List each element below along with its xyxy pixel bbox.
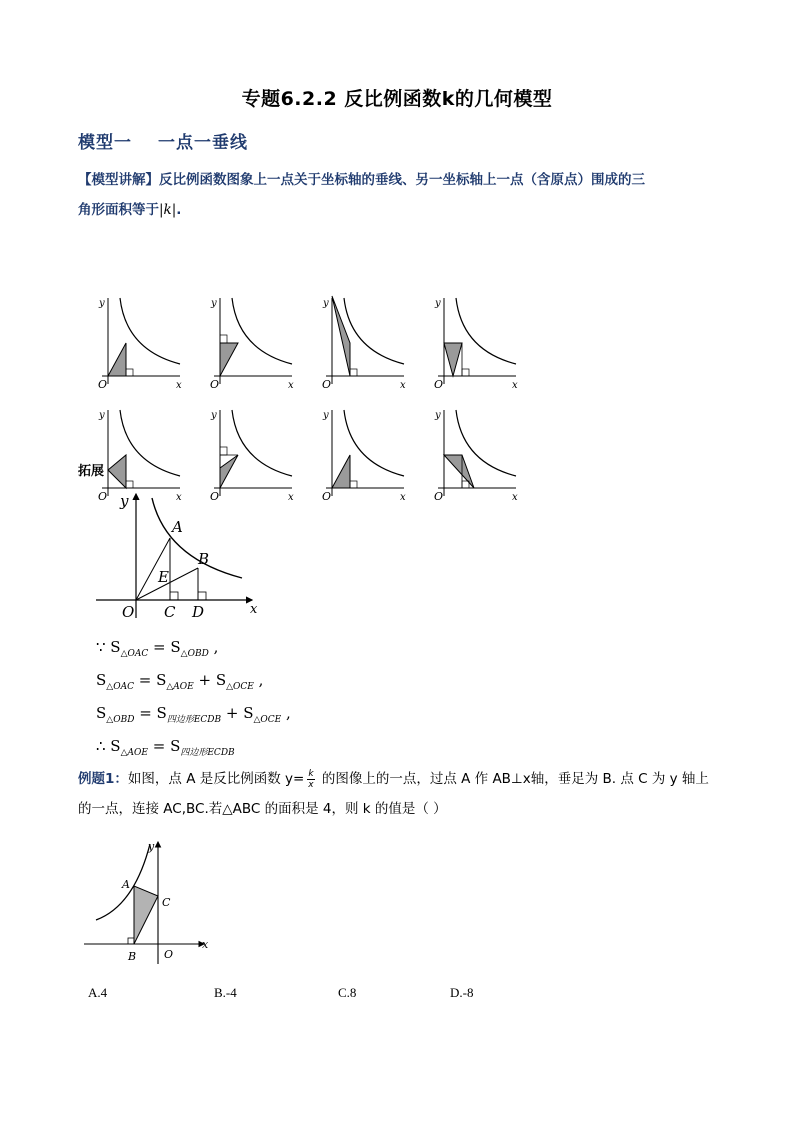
hyperbola-curve <box>152 498 242 578</box>
model-panel <box>322 410 406 503</box>
shaded-triangle <box>220 455 238 488</box>
label-y: y <box>323 410 329 421</box>
label-x: x <box>176 380 182 391</box>
right-angle-D <box>198 592 206 600</box>
label-O: O <box>210 378 220 391</box>
label-y: y <box>435 298 441 309</box>
example-figure <box>82 836 212 968</box>
right-angle-mark <box>126 481 133 488</box>
label-O: O <box>434 378 444 391</box>
triangle-ABC <box>134 886 158 944</box>
label-y: y <box>120 492 129 510</box>
formula-line: $S_{\triangle OBD} = S_{四边形ECDB} + S_{\triangle OCE}$ , <box>96 704 291 725</box>
label-O: O <box>210 490 220 503</box>
label-O: O <box>98 378 108 391</box>
label-O: O <box>434 490 444 503</box>
explain-line1: 反比例函数图象上一点关于坐标轴的垂线、另一坐标轴上一点（含原点）围成的三 <box>159 172 645 188</box>
label-O: O <box>98 490 108 503</box>
label-x: x <box>176 492 182 503</box>
label-O: O <box>322 378 332 391</box>
label-y: y <box>211 410 217 421</box>
explain-line2: 角形面积等于 <box>78 202 159 218</box>
label-C: C <box>162 896 171 909</box>
label-y: y <box>99 298 105 309</box>
label-x: x <box>202 938 209 951</box>
section-name: 一点一垂线 <box>158 133 248 153</box>
formula-line: ∵ $S_{\triangle OAC} = S_{\triangle OBD}$ , <box>96 638 219 659</box>
model-panel <box>434 410 518 503</box>
choice-c[interactable]: C.8 <box>338 985 357 1000</box>
label-B: B <box>128 950 137 963</box>
label-x: x <box>250 602 258 617</box>
right-angle-B <box>128 938 134 944</box>
label-x: x <box>400 380 406 391</box>
shaded-triangle <box>108 455 126 488</box>
right-angle-mark <box>220 335 227 343</box>
label-O: O <box>322 490 332 503</box>
label-y: y <box>99 410 105 421</box>
label-B: B <box>198 550 210 568</box>
right-angle-C <box>170 592 178 600</box>
shaded-triangle <box>332 455 350 488</box>
label-x: x <box>288 380 294 391</box>
hyperbola-curve <box>344 410 404 476</box>
label-y: y <box>148 840 155 853</box>
label-y: y <box>211 298 217 309</box>
explain-tag: 【模型讲解】 <box>78 172 159 188</box>
model-explanation: 【模型讲解】反比例函数图象上一点关于坐标轴的垂线、另一坐标轴上一点（含原点）围成的三 角形面积等于|k|. <box>78 172 645 218</box>
example-line2: 的一点，连接 AC,BC.若△ABC 的面积是 4，则 k 的值是（ ） <box>78 801 447 817</box>
choice-a[interactable]: A.4 <box>88 985 108 1000</box>
label-x: x <box>288 492 294 503</box>
label-x: x <box>512 380 518 391</box>
section-heading <box>78 128 248 153</box>
extension-label: 拓展 <box>78 464 105 479</box>
label-C: C <box>164 603 176 621</box>
right-angle-mark <box>220 447 227 455</box>
label-D: D <box>192 603 205 621</box>
label-A: A <box>172 518 183 536</box>
formula-line: $S_{\triangle OAC} = S_{\triangle AOE} + S_{\triangle OCE}$ , <box>96 671 264 692</box>
extension-figure <box>92 488 262 623</box>
label-A: A <box>122 878 130 891</box>
extension-formulas <box>96 634 291 766</box>
page-title: 专题6.2.2 反比例函数k的几何模型 <box>241 88 553 110</box>
label-O: O <box>164 948 174 961</box>
example-label: 例题1： <box>78 771 128 787</box>
label-y: y <box>323 298 329 309</box>
label-E: E <box>158 568 169 586</box>
shaded-triangle <box>444 455 474 488</box>
label-y: y <box>435 410 441 421</box>
label-x: x <box>400 492 406 503</box>
hyperbola-curve <box>232 410 292 476</box>
label-x: x <box>512 492 518 503</box>
choice-d[interactable]: D.-8 <box>450 985 474 1000</box>
hyperbola-curve <box>120 410 180 476</box>
right-angle-mark <box>350 481 357 488</box>
label-O: O <box>122 603 135 621</box>
formula-line: ∴ $S_{\triangle AOE} = S_{四边形ECDB}$ <box>96 737 235 758</box>
fraction-k-over-x: $\frac{k}{x}$ <box>308 768 314 790</box>
section-label: 模型一 <box>78 133 132 153</box>
example-1: 例题1：如图，点 A 是反比例函数 y= $\frac{k}{x}$ 的图像上的一点，过点 A 作 AB⊥x轴，垂足为 B. 点 C 为 y 轴上 的一点，连接 AC,BC.若△ABC 的面积是 4，则 k 的值是（ ） <box>78 768 709 817</box>
choice-b[interactable]: B.-4 <box>214 985 237 1000</box>
abs-k: |k| <box>159 202 177 218</box>
